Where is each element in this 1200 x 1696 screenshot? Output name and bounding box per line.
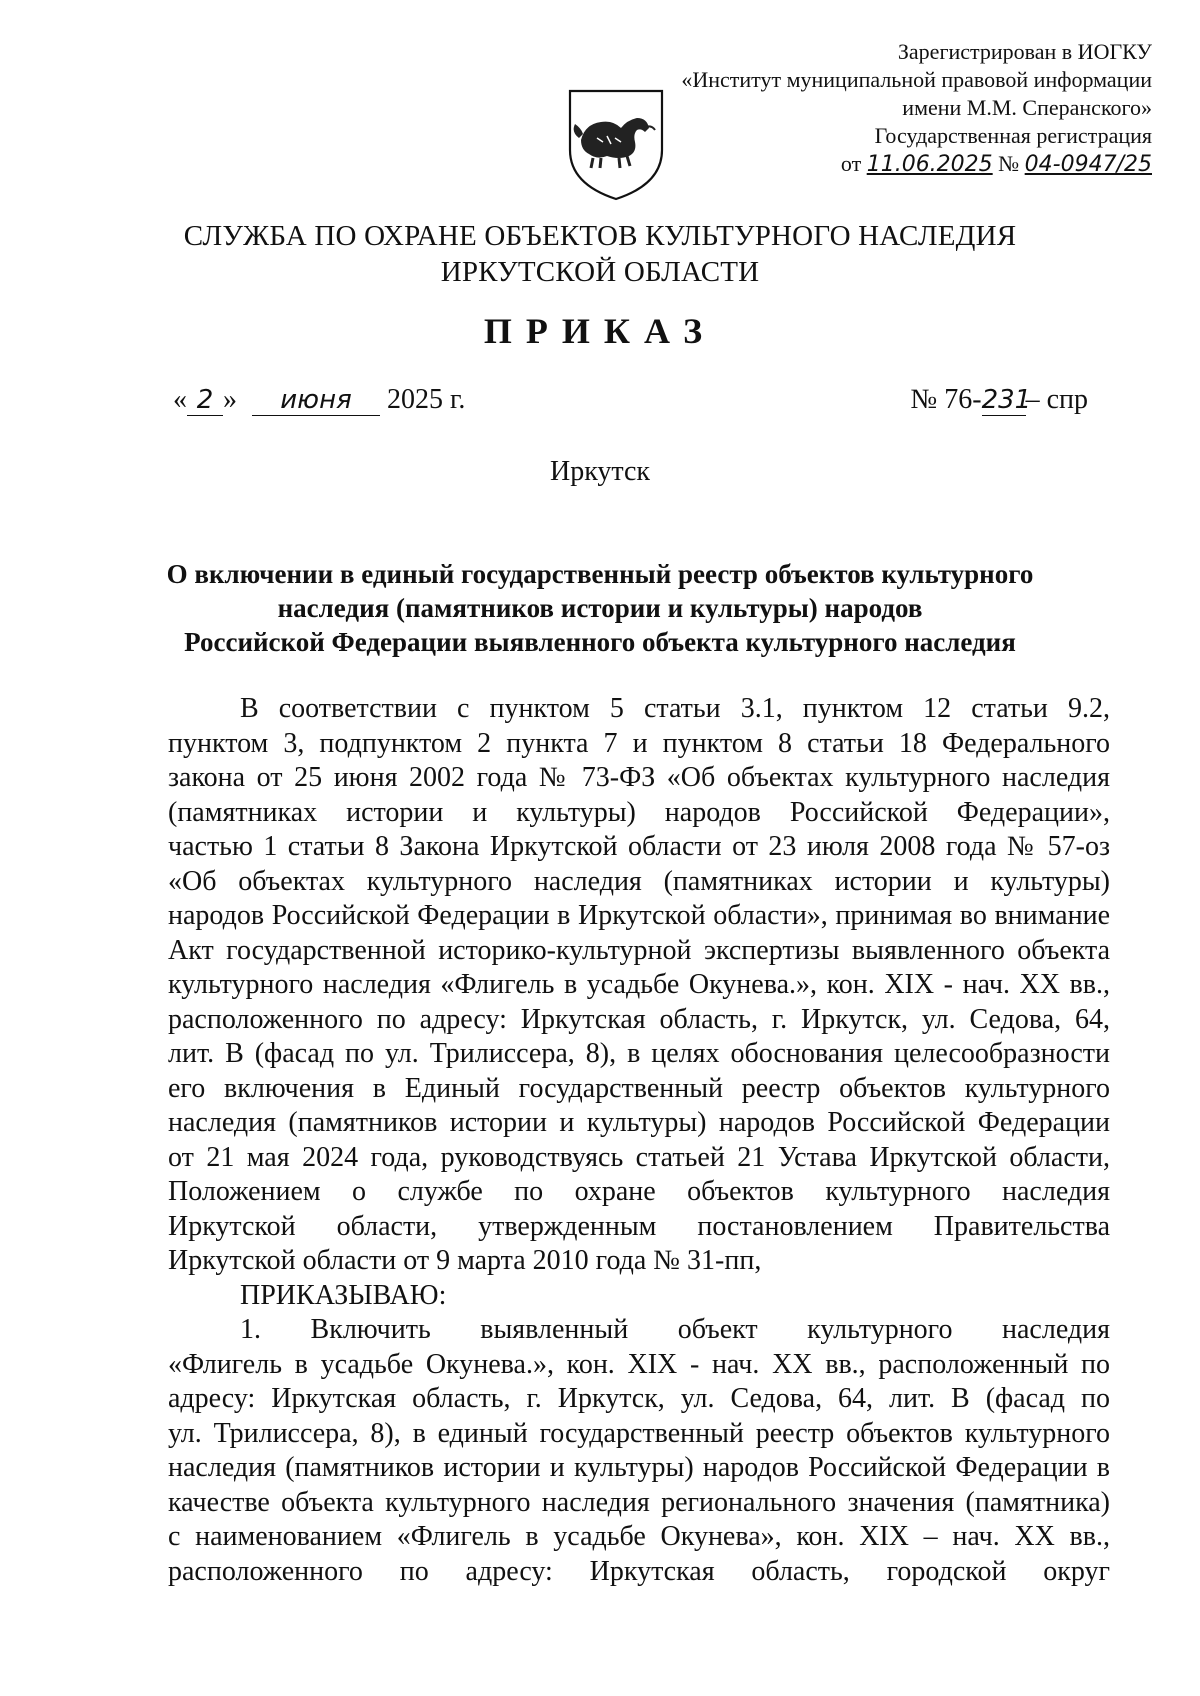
order-number — [911, 384, 1088, 416]
heading-line: О включении в единый государственный реестр объектов культурного — [166, 559, 1034, 589]
body-line: Иркутской области от 9 марта 2010 года № 31-пп, — [168, 1245, 762, 1276]
body-line: пунктом 3, подпунктом 2 пункта 7 и пунктом 8 статьи 18 Федерального — [168, 727, 1110, 759]
registration-from-label: от — [840, 151, 862, 176]
document-heading — [140, 557, 1060, 659]
body-line: его включения в Единый государственный реестр объектов культурного — [168, 1072, 1110, 1104]
heading-line: наследия (памятников истории и культуры) народов — [277, 593, 923, 623]
item1-line: 1. Включить выявленный объект культурного наследия — [240, 1314, 1110, 1345]
heading-line: Российской Федерации выявленного объекта культурного наследия — [184, 627, 1016, 657]
date-close-quote: » — [223, 384, 237, 415]
agency-name — [0, 218, 1200, 290]
item1-line: ул. Трилиссера, 8), в единый государственный реестр объектов культурного — [168, 1417, 1110, 1449]
registration-line: имени М.М. Сперанского» — [902, 95, 1152, 120]
body-line: культурного наследия «Флигель в усадьбе Окунева.», кон. XIX - нач. XX вв., — [168, 969, 1111, 1000]
order-number-suffix: – спр — [1025, 384, 1088, 415]
registration-line: Государственная регистрация — [874, 123, 1152, 148]
registration-line: «Институт муниципальной правовой информации — [681, 67, 1152, 92]
body-line: «Об объектах культурного наследия (памятниках истории и культуры) — [168, 865, 1110, 897]
registration-line: Зарегистрирован в ИОГКУ — [897, 39, 1152, 64]
registration-date-handwritten: 11.06.2025 — [866, 152, 993, 177]
registration-number-line — [632, 150, 1152, 179]
body-line: Акт государственной историко-культурной экспертизы выявленного объекта — [168, 934, 1110, 966]
city: Иркутск — [549, 456, 651, 487]
coat-of-arms-icon — [567, 88, 665, 202]
registration-number-handwritten: 04-0947/25 — [1024, 152, 1152, 177]
body-line: В соответствии с пунктом 5 статьи 3.1, пунктом 12 статьи 9.2, — [240, 693, 1110, 724]
item1-line: наследия (памятников истории и культуры) народов Российской Федерации в — [168, 1452, 1110, 1483]
item1-line: адресу: Иркутская область, г. Иркутск, ул. Седова, 64, лит. В (фасад по — [168, 1383, 1110, 1414]
order-number-prefix: № 76- — [910, 384, 982, 415]
item1-line: «Флигель в усадьбе Окунева.», кон. XIX - нач. XX вв., расположенный по — [168, 1348, 1110, 1380]
date-open-quote: « — [173, 384, 187, 415]
body-line: закона от 25 июня 2002 года № 73-ФЗ «Об объектах культурного наследия — [168, 762, 1110, 793]
document-body — [168, 692, 1110, 1589]
item1-line: качестве объекта культурного наследия регионального значения (памятника) — [168, 1486, 1110, 1518]
date-year: 2025 г. — [387, 384, 466, 415]
item1-line: расположенного по адресу: Иркутская область, городской округ — [168, 1555, 1110, 1587]
body-line: лит. В (фасад по ул. Трилиссера, 8), в целях обоснования целесообразности — [168, 1038, 1110, 1069]
body-line: Положением о службе по охране объектов культурного наследия — [168, 1176, 1110, 1207]
order-date — [173, 384, 465, 416]
command-word: ПРИКАЗЫВАЮ: — [240, 1279, 447, 1311]
item1-line: с наименованием «Флигель в усадьбе Окунева», кон. XIX – нач. XX вв., — [168, 1521, 1110, 1552]
order-number-handwritten: 231 — [981, 385, 1032, 415]
registration-number-label: № — [998, 151, 1020, 176]
body-line: от 21 мая 2024 года, руководствуясь статьей 21 Устава Иркутской области, — [168, 1141, 1110, 1173]
registration-stamp — [632, 38, 1152, 179]
date-day-handwritten: 2 — [187, 385, 223, 416]
body-line: наследия (памятников истории и культуры) народов Российской Федерации — [168, 1107, 1110, 1138]
body-line: народов Российской Федерации в Иркутской области», принимая во внимание — [168, 900, 1110, 931]
body-line: расположенного по адресу: Иркутская область, г. Иркутск, ул. Седова, 64, — [168, 1003, 1110, 1035]
body-line: (памятниках истории и культуры) народов Российской Федерации», — [168, 796, 1110, 828]
agency-name-line: ИРКУТСКОЙ ОБЛАСТИ — [440, 256, 760, 288]
body-line: Иркутской области, утвержденным постановлением Правительства — [168, 1210, 1110, 1242]
document-title: ПРИКАЗ — [483, 311, 717, 351]
date-month-handwritten: июня — [252, 385, 380, 416]
agency-name-line: СЛУЖБА ПО ОХРАНЕ ОБЪЕКТОВ КУЛЬТУРНОГО НАСЛЕДИЯ — [183, 220, 1017, 252]
body-line: частью 1 статьи 8 Закона Иркутской области от 23 июля 2008 года № 57-оз — [168, 831, 1110, 862]
